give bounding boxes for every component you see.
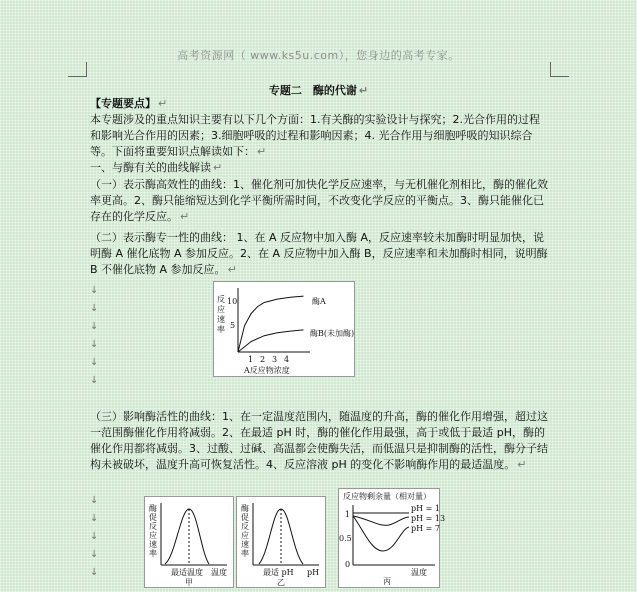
header-banner: 高考资源网（ www.ks5u.com），您身边的高考专家。 bbox=[177, 49, 460, 62]
section-heading-1: 一、与酶有关的曲线解读 ↵ bbox=[90, 161, 223, 174]
fig4-ytick-05: 0.5 bbox=[339, 534, 352, 543]
fig3-ylabel-3: 反 bbox=[241, 522, 249, 531]
page-corner-mark-left bbox=[68, 62, 87, 77]
fig3-xlabel: pH bbox=[307, 568, 320, 577]
temperature-chart-svg bbox=[145, 497, 233, 587]
fig1-ytick-5: 5 bbox=[230, 321, 236, 330]
fig4-xlabel: 温度 bbox=[411, 568, 427, 577]
fig3-ylabel-2: 促 bbox=[241, 513, 249, 522]
blank-lines-2: ↓ ↓ ↓ ↓ ↓ bbox=[90, 495, 99, 578]
item-efficiency: （一）表示酶高效性的曲线：1、催化剂可加快化学反应速率，与无机催化剂相比，酶的催化效率更高。2、酶只能缩短达到化学平衡所需时间，不改变化学反应的平衡点。3、酶只能催化已存在的化学反应。 ↵ bbox=[90, 178, 548, 223]
fig4-label-ph13: pH = 13 bbox=[411, 514, 446, 523]
fig1-ylabel-1: 反 bbox=[217, 295, 225, 304]
fig2-xlabel: 温度 bbox=[211, 568, 227, 577]
fig2-ylabel-6: 率 bbox=[149, 549, 157, 558]
fig4-curve-ph7 bbox=[353, 516, 409, 551]
fig3-ylabel-5: 速 bbox=[241, 540, 249, 549]
fig1-label-enzyme-b: 酶B(未加酶) bbox=[310, 329, 355, 338]
fig1-xtick-1: 1 bbox=[248, 355, 254, 364]
fig1-label-enzyme-a: 酶A bbox=[312, 297, 326, 306]
fig4-label-ph1: pH = 1 bbox=[411, 504, 440, 513]
page-corner-mark-right bbox=[550, 62, 569, 77]
blank-lines-1: ↓ ↓ ↓ ↓ ↓ ↓ bbox=[90, 285, 99, 386]
fig2-ylabel-1: 酶 bbox=[149, 504, 157, 513]
fig1-xtick-3: 3 bbox=[272, 355, 278, 364]
fig1-xtick-4: 4 bbox=[284, 355, 290, 364]
doc-title: 专题二 酶的代谢 ↵ bbox=[268, 84, 369, 97]
fig2-ylabel-3: 反 bbox=[149, 522, 157, 531]
fig1-ylabel-2: 应 bbox=[217, 305, 225, 314]
fig4-ytick-0: 0 bbox=[345, 560, 351, 569]
item-specificity: （二）表示酶专一性的曲线： 1、在 A 反应物中加入酶 A，反应速率较未加酶时明显加快，说明酶 A 催化底物 A 参加反应。2、在 A 反应物中加入酶 B，反应速率和未加酶时相同，说明酶 B 不催化底物 A 参加反应。 ↵ bbox=[90, 231, 548, 276]
fig1-xlabel: A反应物浓度 bbox=[244, 366, 290, 375]
fig2-ylabel-5: 速 bbox=[149, 540, 157, 549]
remaining-substrate-chart-svg bbox=[339, 489, 446, 587]
fig4-title: 反应物剩余量（相对量） bbox=[343, 492, 431, 501]
figure-specificity-chart bbox=[213, 281, 355, 377]
fig1-ylabel-4: 率 bbox=[217, 325, 225, 334]
fig2-caption: 甲 bbox=[185, 578, 193, 587]
fig3-ylabel-4: 应 bbox=[241, 531, 249, 540]
fig3-xtick: 最适 pH bbox=[263, 568, 294, 577]
fig1-curve-enzyme-b bbox=[238, 330, 304, 352]
fig2-curve bbox=[165, 509, 209, 564]
fig1-ytick-10: 10 bbox=[227, 297, 238, 306]
fig4-label-ph7: pH = 7 bbox=[411, 524, 440, 533]
fig2-ylabel-4: 应 bbox=[149, 531, 157, 540]
figure-ph-chart bbox=[236, 496, 326, 588]
summary-label: 【专题要点】 ↵ bbox=[90, 97, 168, 110]
fig1-ylabel-3: 速 bbox=[217, 315, 225, 324]
fig2-ylabel-2: 促 bbox=[149, 513, 157, 522]
fig1-xtick-2: 2 bbox=[260, 355, 266, 364]
fig2-xtick: 最适温度 bbox=[171, 568, 203, 577]
fig3-caption: 乙 bbox=[277, 578, 285, 587]
specificity-chart-svg bbox=[214, 282, 354, 376]
figure-remaining-substrate-chart bbox=[338, 488, 446, 588]
summary-text: 本专题涉及的重点知识主要有以下几个方面：1.有关酶的实验设计与探究；2.光合作用的过程和影响光合作用的因素；3.细胞呼吸的过程和影响因素；4. 光合作用与细胞呼吸的知识综合等。下面将重要知识点解读如下： ↵ bbox=[90, 113, 540, 158]
fig4-caption: 丙 bbox=[383, 577, 391, 586]
ph-chart-svg bbox=[237, 497, 325, 587]
item-activity: （三）影响酶活性的曲线：1、在一定温度范围内，随温度的升高，酶的催化作用增强，超过这一范围酶催化作用将减弱。2、在最适 pH 时，酶的催化作用最强，高于或低于最适 pH，酶的催化作用都将减弱。3、过酸、过碱、高温都会使酶失活，而低温只是抑制酶的活性，酶分子结构未被破坏，温度升高可恢复活性。4、反应溶液 pH 的变化不影响酶作用的最适温度。 ↵ bbox=[90, 410, 548, 471]
fig4-curve-ph13 bbox=[353, 516, 409, 525]
fig4-ytick-1: 1 bbox=[345, 510, 351, 519]
fig3-ylabel-6: 率 bbox=[241, 549, 249, 558]
figure-temperature-chart bbox=[144, 496, 234, 588]
fig3-ylabel-1: 酶 bbox=[241, 504, 249, 513]
